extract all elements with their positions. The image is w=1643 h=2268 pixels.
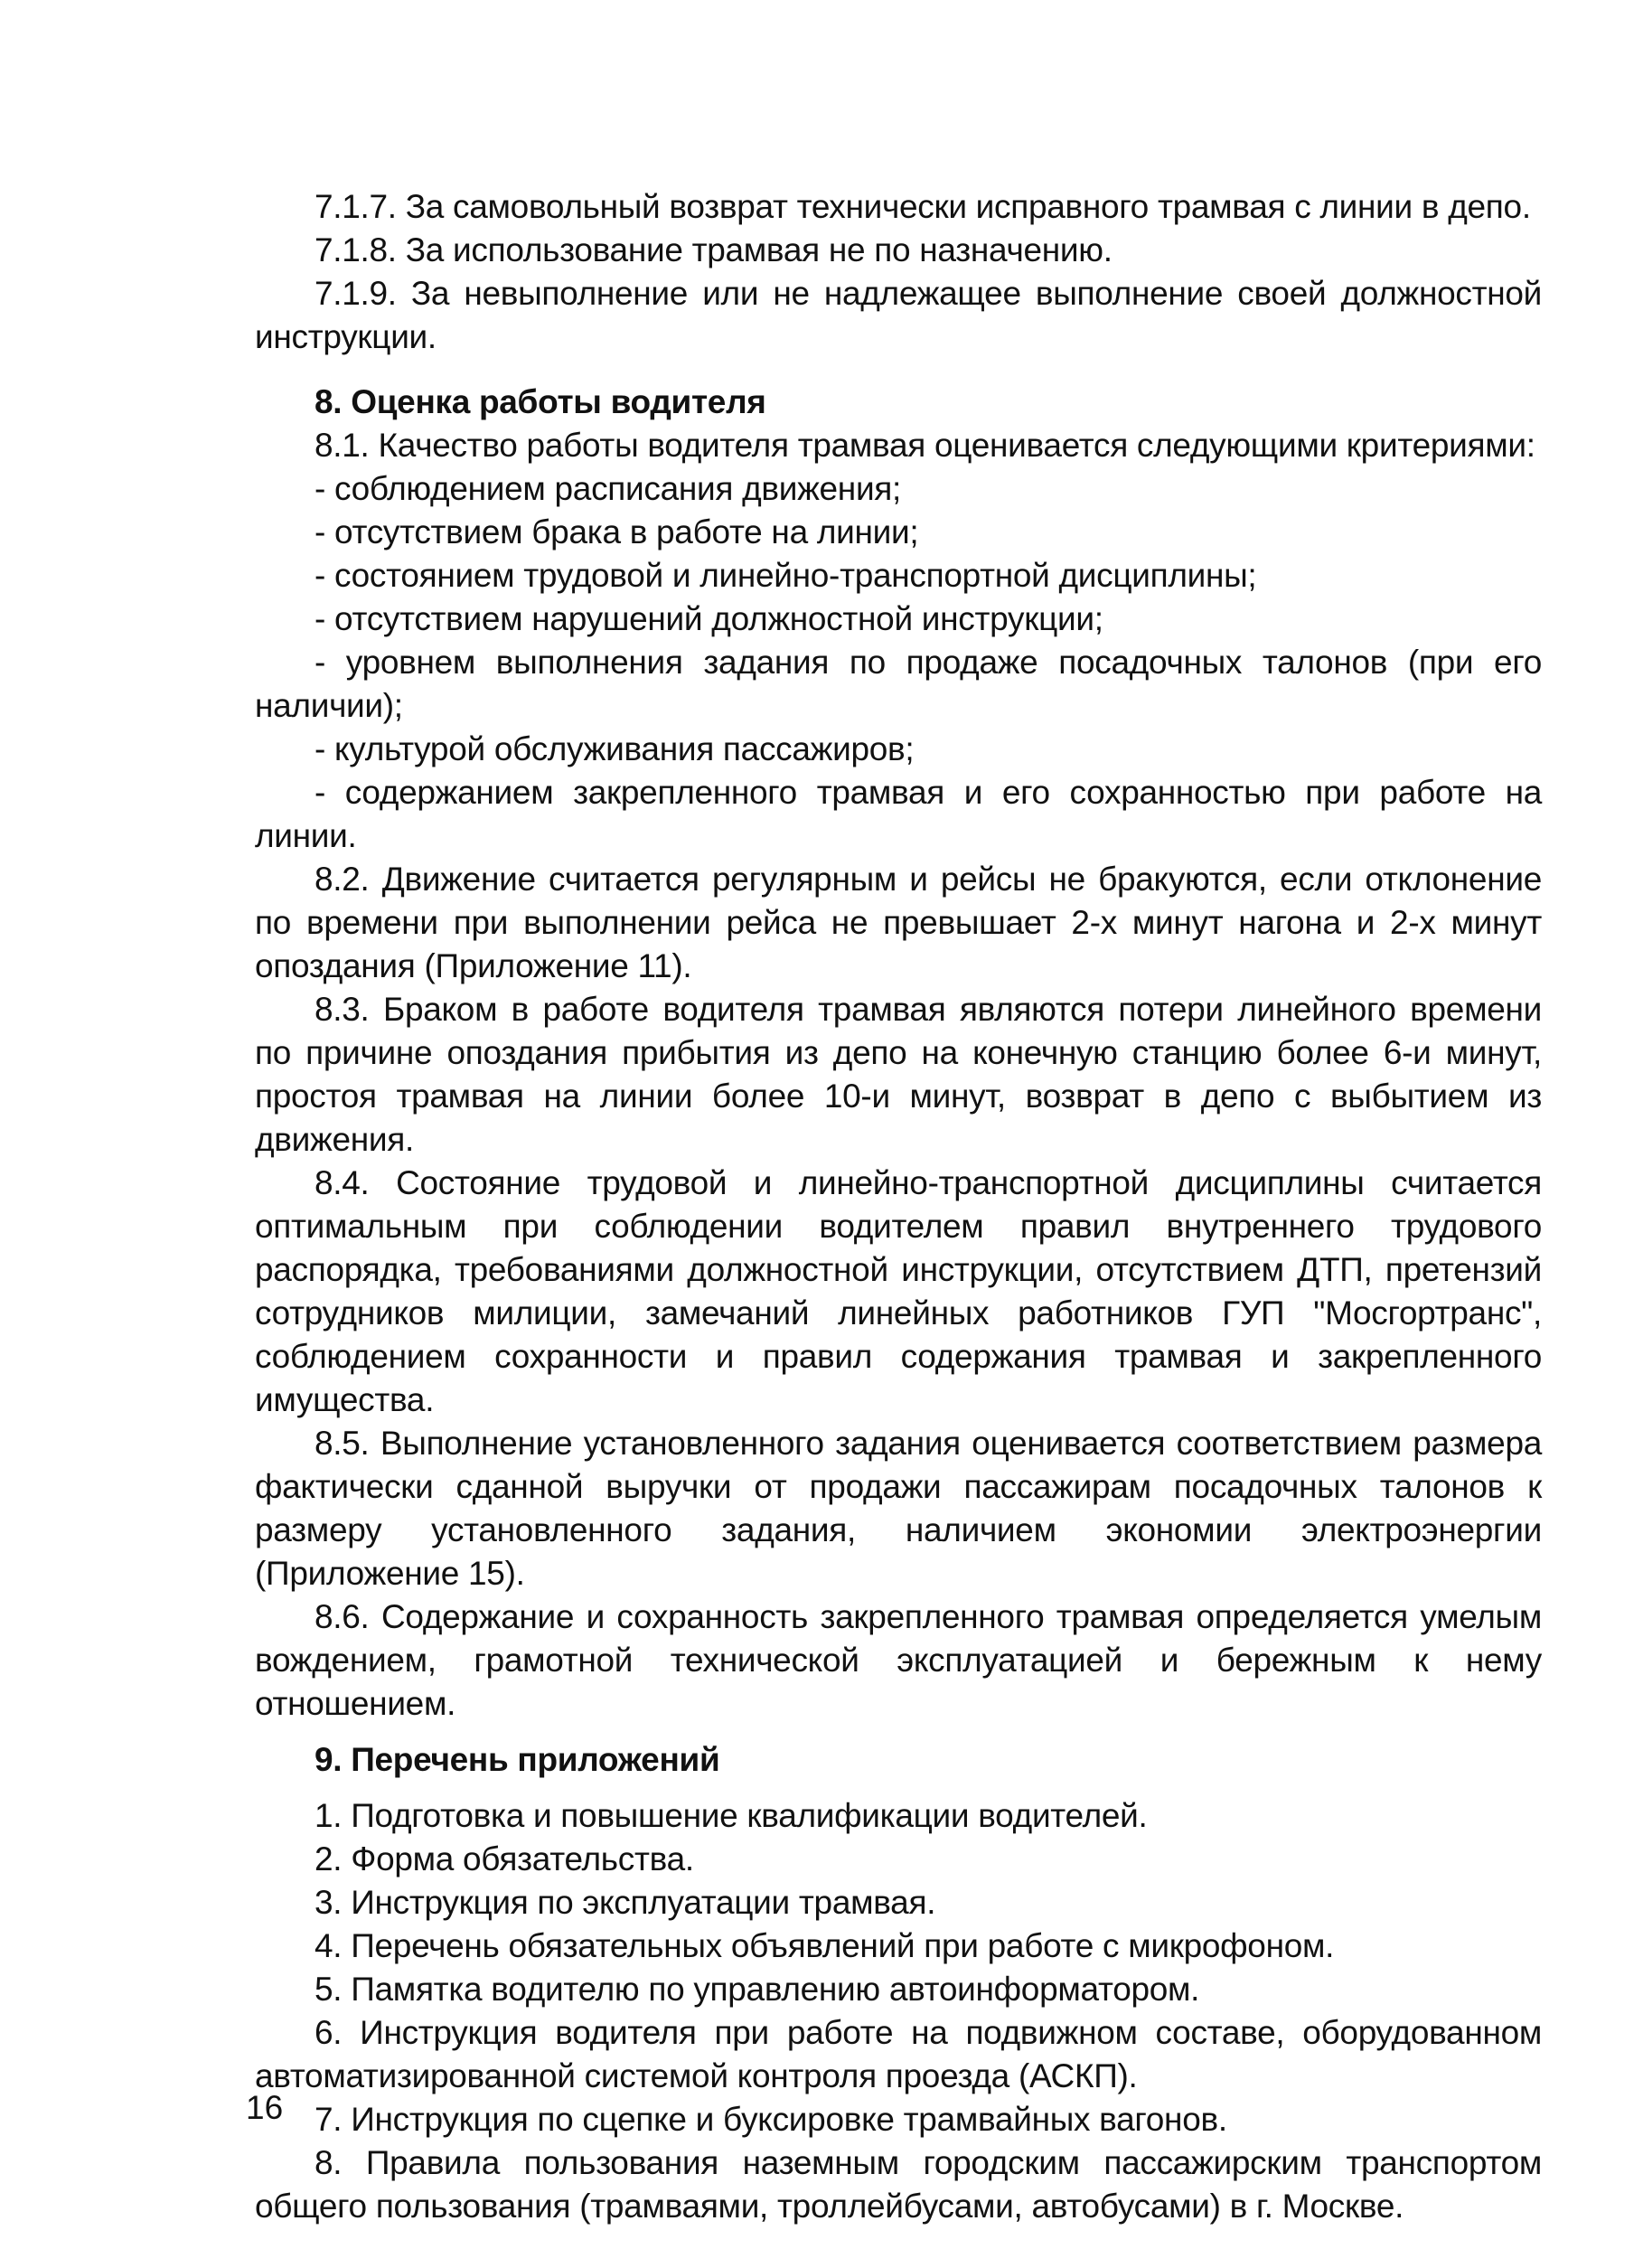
criterion-item: - соблюдением расписания движения;: [315, 470, 902, 507]
criterion-item: - содержанием закрепленного трамвая и его сохранностью при работе на линии.: [255, 774, 1542, 854]
appendix-item: 7. Инструкция по сцепке и буксировке трамвайных вагонов.: [315, 2101, 1227, 2138]
appendix-item: 1. Подготовка и повышение квалификации водителей.: [315, 1797, 1148, 1834]
appendix-item: 4. Перечень обязательных объявлений при работе с микрофоном.: [315, 1927, 1335, 1964]
document-body: [255, 185, 1542, 2228]
criterion-item: - отсутствием нарушений должностной инструкции;: [315, 600, 1103, 637]
paragraph-8-2: 8.2. Движение считается регулярным и рейсы не бракуются, если отклонение по времени при выполнении рейса не превышает 2-х минут нагона и 2-х минут опоздания (Приложение 11).: [255, 861, 1542, 984]
appendix-item: 3. Инструкция по эксплуатации трамвая.: [315, 1884, 936, 1921]
paragraph-8-5: 8.5. Выполнение установленного задания оценивается соответствием размера фактически сданной выручки от продажи пассажирам посадочных талонов к размеру установленного задания, наличием экономии электроэнергии (Приложение 15).: [255, 1425, 1542, 1592]
criterion-item: - состоянием трудовой и линейно-транспортной дисциплины;: [315, 557, 1257, 594]
appendix-item: 8. Правила пользования наземным городским пассажирским транспортом общего пользования (трамваями, троллейбусами, автобусами) в г. Москве.: [255, 2144, 1542, 2225]
paragraph-8-6: 8.6. Содержание и сохранность закрепленного трамвая определяется умелым вождением, грамотной технической эксплуатацией и бережным к нему отношением.: [255, 1598, 1542, 1722]
paragraph-7-1-8: 7.1.8. За использование трамвая не по назначению.: [315, 231, 1113, 268]
paragraph-7-1-7: 7.1.7. За самовольный возврат технически исправного трамвая с линии в депо.: [315, 188, 1531, 225]
appendix-item: 5. Памятка водителю по управлению автоинформатором.: [315, 1971, 1200, 2008]
criterion-item: - уровнем выполнения задания по продаже посадочных талонов (при его наличии);: [255, 644, 1542, 724]
paragraph-7-1-9: 7.1.9. За невыполнение или не надлежащее выполнение своей должностной инструкции.: [255, 275, 1542, 355]
paragraph-8-4: 8.4. Состояние трудовой и линейно-транспортной дисциплины считается оптимальным при соблюдении водителем правил внутреннего трудового распорядка, требованиями должностной инструкции, отсутствием ДТП, претензий сотрудников милиции, замечаний линейных работников ГУП "Мосгортранс", соблюдением сохранности и правил содержания трамвая и закрепленного имущества.: [255, 1164, 1542, 1418]
appendix-item: 6. Инструкция водителя при работе на подвижном составе, оборудованном автоматизированной системой контроля проезда (АСКП).: [255, 2014, 1542, 2094]
paragraph-8-3: 8.3. Браком в работе водителя трамвая являются потери линейного времени по причине опоздания прибытия из депо на конечную станцию более 6-и минут, простоя трамвая на линии более 10-и минут, возврат в депо с выбытием из движения.: [255, 991, 1542, 1158]
page-number: 16: [246, 2089, 284, 2126]
appendix-item: 2. Форма обязательства.: [315, 1840, 694, 1877]
paragraph-8-1: 8.1. Качество работы водителя трамвая оценивается следующими критериями:: [315, 427, 1535, 464]
criterion-item: - культурой обслуживания пассажиров;: [315, 730, 915, 767]
appendix-list: [255, 1794, 1542, 2228]
criterion-item: - отсутствием брака в работе на линии;: [315, 513, 919, 551]
section-9-heading: 9. Перечень приложений: [315, 1741, 720, 1778]
section-8-heading: 8. Оценка работы водителя: [315, 383, 766, 420]
